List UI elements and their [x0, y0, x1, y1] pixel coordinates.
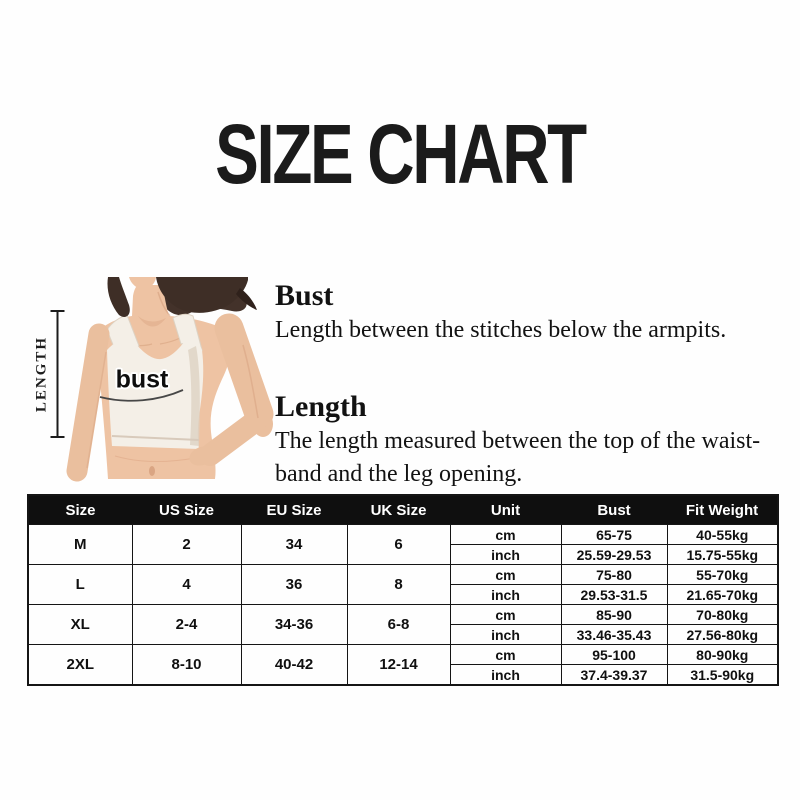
- cell-us-size: 2: [132, 525, 241, 565]
- cell-unit-cm: cm: [450, 565, 561, 585]
- table-header-row: [28, 495, 778, 525]
- bust-heading: Bust: [275, 279, 334, 312]
- cell-unit-cm: cm: [450, 645, 561, 665]
- cell-weight-inch: 21.65-70kg: [667, 585, 778, 605]
- table-row: [28, 605, 778, 625]
- cell-weight-cm: 55-70kg: [667, 565, 778, 585]
- cell-eu-size: 40-42: [241, 645, 347, 686]
- cell-unit-cm: cm: [450, 525, 561, 545]
- cell-uk-size: 8: [347, 565, 450, 605]
- length-heading: Length: [275, 390, 367, 423]
- section-bust: [275, 280, 787, 345]
- cell-weight-cm: 70-80kg: [667, 605, 778, 625]
- cell-uk-size: 12-14: [347, 645, 450, 686]
- cell-bust-cm: 95-100: [561, 645, 667, 665]
- cell-unit-inch: inch: [450, 665, 561, 686]
- cell-eu-size: 36: [241, 565, 347, 605]
- cell-us-size: 8-10: [132, 645, 241, 686]
- cell-bust-cm: 85-90: [561, 605, 667, 625]
- cell-unit-inch: inch: [450, 625, 561, 645]
- col-header-unit: Unit: [450, 495, 561, 525]
- cell-eu-size: 34: [241, 525, 347, 565]
- col-header-fit-weight: Fit Weight: [667, 495, 778, 525]
- hair-front-left: [107, 277, 129, 317]
- cell-size: XL: [28, 605, 132, 645]
- cell-size: 2XL: [28, 645, 132, 686]
- cell-unit-inch: inch: [450, 585, 561, 605]
- bust-label: bust: [115, 365, 169, 394]
- col-header-uk-size: UK Size: [347, 495, 450, 525]
- cell-unit-inch: inch: [450, 545, 561, 565]
- section-length: [275, 391, 787, 489]
- cell-unit-cm: cm: [450, 605, 561, 625]
- cell-bust-inch: 37.4-39.37: [561, 665, 667, 686]
- col-header-bust: Bust: [561, 495, 667, 525]
- cell-bust-cm: 65-75: [561, 525, 667, 545]
- cell-weight-cm: 40-55kg: [667, 525, 778, 545]
- page-title: SIZE CHART: [215, 107, 585, 201]
- cell-weight-inch: 27.56-80kg: [667, 625, 778, 645]
- bust-description: Length between the stitches below the armpits.: [275, 317, 727, 343]
- cell-bust-inch: 33.46-35.43: [561, 625, 667, 645]
- cell-weight-inch: 31.5-90kg: [667, 665, 778, 686]
- cell-size: M: [28, 525, 132, 565]
- cell-us-size: 4: [132, 565, 241, 605]
- col-header-size: Size: [28, 495, 132, 525]
- cell-us-size: 2-4: [132, 605, 241, 645]
- col-header-us-size: US Size: [132, 495, 241, 525]
- cell-weight-cm: 80-90kg: [667, 645, 778, 665]
- cell-bust-inch: 29.53-31.5: [561, 585, 667, 605]
- length-measure-line: [51, 311, 65, 437]
- cell-bust-inch: 25.59-29.53: [561, 545, 667, 565]
- cell-size: L: [28, 565, 132, 605]
- table-row: [28, 525, 778, 545]
- cell-bust-cm: 75-80: [561, 565, 667, 585]
- cell-weight-inch: 15.75-55kg: [667, 545, 778, 565]
- length-description-line2: band and the leg opening.: [275, 461, 523, 487]
- cell-uk-size: 6: [347, 525, 450, 565]
- table-row: [28, 565, 778, 585]
- cell-uk-size: 6-8: [347, 605, 450, 645]
- definitions: [275, 280, 787, 489]
- size-table: [27, 494, 779, 686]
- length-description-line1: The length measured between the top of the waist-: [275, 428, 761, 454]
- length-label: LENGTH: [33, 335, 50, 413]
- cell-eu-size: 34-36: [241, 605, 347, 645]
- col-header-eu-size: EU Size: [241, 495, 347, 525]
- table-row: [28, 645, 778, 665]
